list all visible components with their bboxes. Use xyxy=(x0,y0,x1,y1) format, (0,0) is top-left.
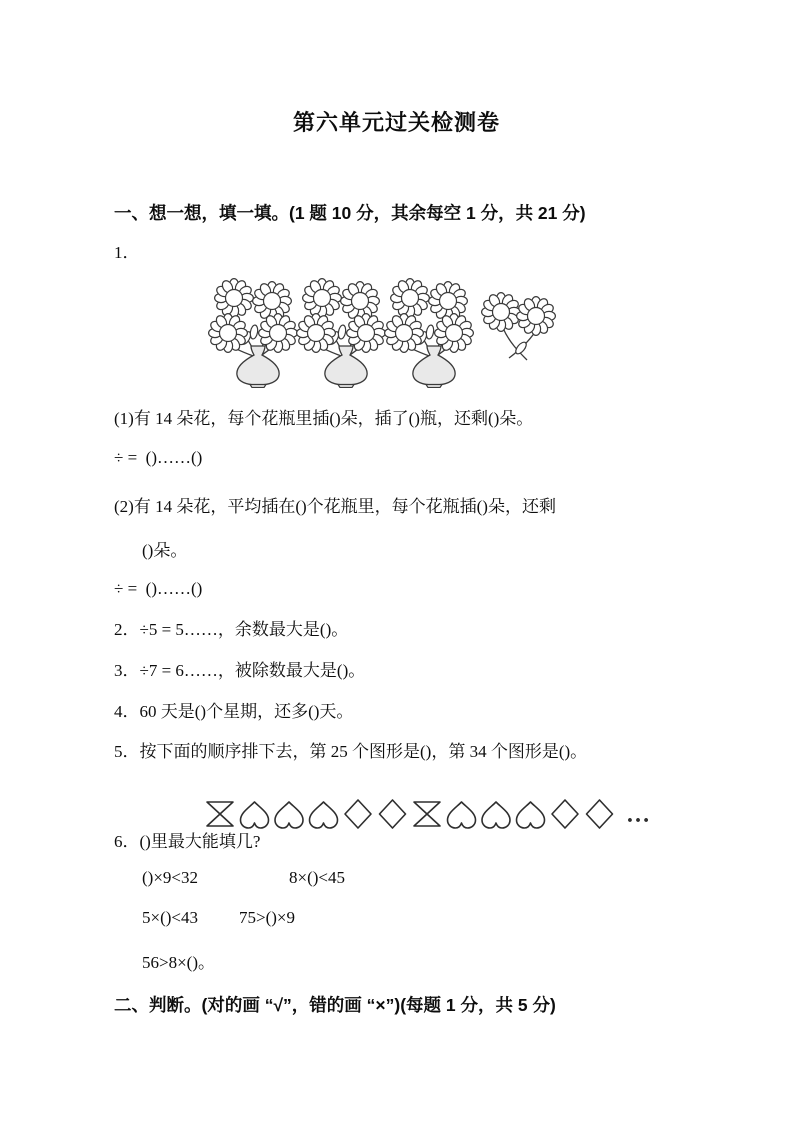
flower-vase-illustration xyxy=(192,258,563,411)
question-1-formula-2: ÷ = ()……() xyxy=(114,579,203,598)
question-5: 5．按下面的顺序排下去，第 25 个图形是()，第 34 个图形是()。 xyxy=(114,742,588,761)
question-1-number: 1． xyxy=(114,243,140,262)
section-two-heading: 二、判断。(对的画 “√”，错的画 “×”)(每题 1 分，共 5 分) xyxy=(114,995,556,1015)
question-3: 3．÷7 = 6……，被除数最大是()。 xyxy=(114,661,366,680)
question-1-formula-1: ÷ = ()……() xyxy=(114,448,203,467)
question-6-item-5: 56>8×()。 xyxy=(142,953,215,972)
question-1-part-2-line-1: (2)有 14 朵花，平均插在()个花瓶里，每个花瓶插()朵，还剩 xyxy=(114,497,556,516)
question-6-item-4: 75>()×9 xyxy=(239,908,295,927)
question-6-item-2: 8×()<45 xyxy=(289,868,345,887)
question-6-item-1: ()×9<32 xyxy=(142,868,198,887)
question-1-part-1: (1)有 14 朵花，每个花瓶里插()朵，插了()瓶，还剩()朵。 xyxy=(114,409,534,428)
svg-text:…: … xyxy=(626,802,650,828)
question-1-part-2-line-2: ()朵。 xyxy=(142,541,188,560)
question-6: 6．()里最大能填几? xyxy=(114,832,261,851)
question-6-item-3: 5×()<43 xyxy=(142,908,198,927)
question-4: 4．60 天是()个星期，还多()天。 xyxy=(114,702,354,721)
section-one-heading: 一、想一想，填一填。(1 题 10 分，其余每空 1 分，共 21 分) xyxy=(114,203,586,223)
question-2: 2．÷5 = 5……，余数最大是()。 xyxy=(114,620,349,639)
page-title: 第六单元过关检测卷 xyxy=(292,110,500,135)
